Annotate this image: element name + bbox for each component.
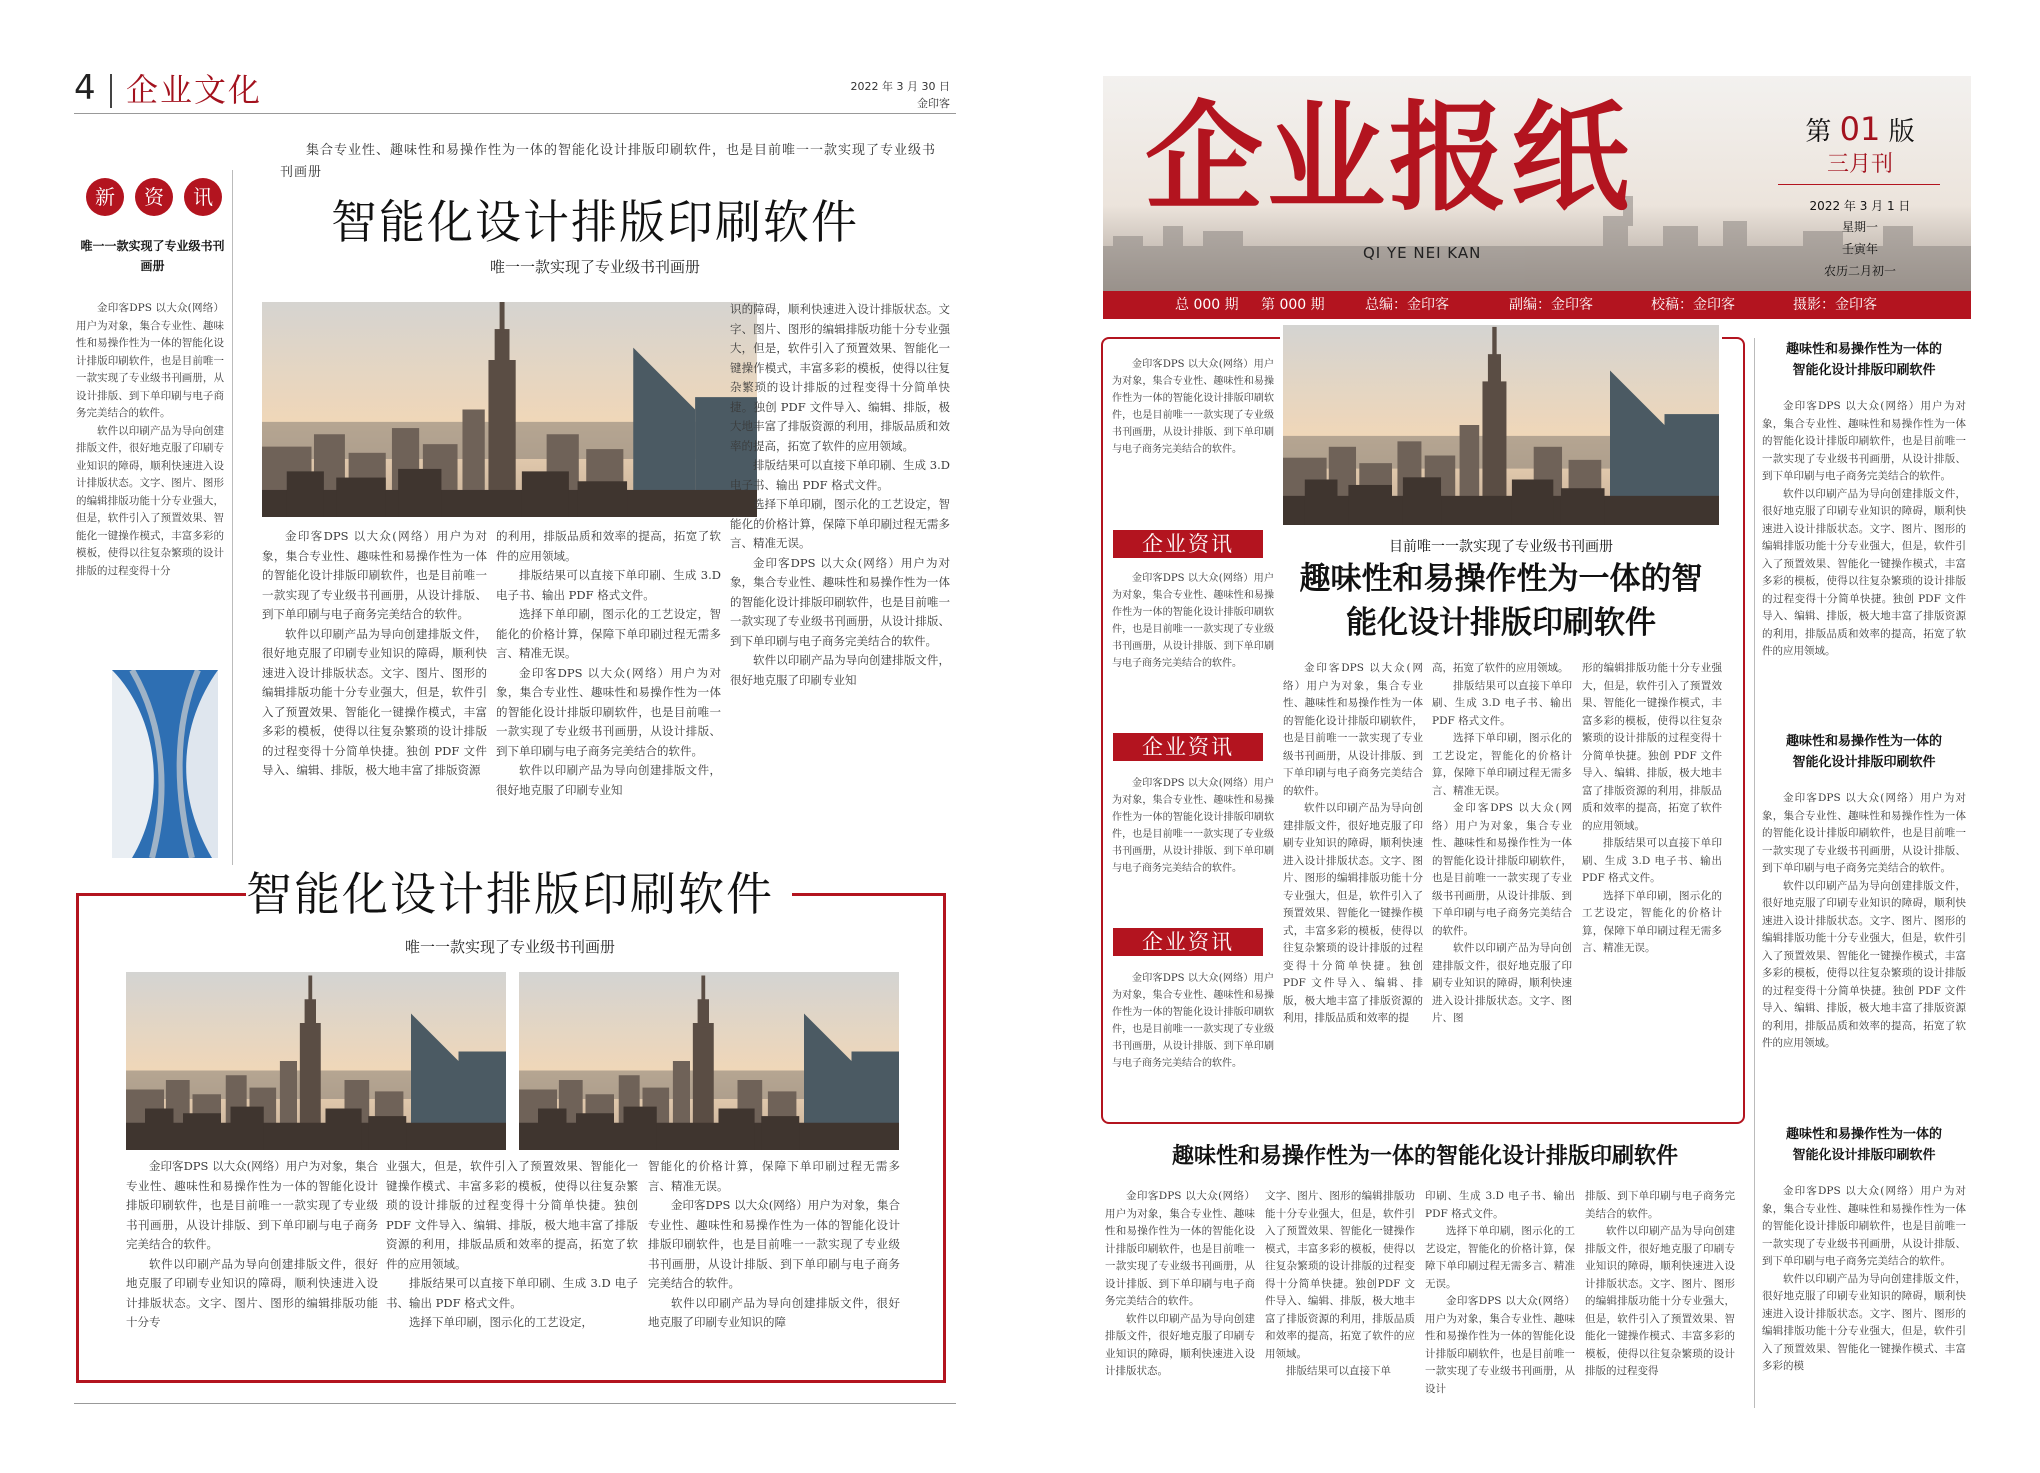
feature-kicker: 目前唯一一款实现了专业级书刊画册 (1389, 539, 1613, 555)
article1-col1: 金印客DPS 以大众(网络）用户为对象，集合专业性、趣味性和易操作性为一体的智能化设计排版印刷软件，也是目前唯一一款实现了专业级书刊画册，从设计排版、到下单印刷与电子商务完美结合的软件。 软件以印刷产品为导向创建排版文件，很好地克服了印刷专业知识的障碍，顺利快速进入设计排版状态。文字、图片、图形的编辑排版功能十分专业强大，但是，软件引入了预置效果、智能化一键操作模式，丰富多彩的模板，使得以往复杂繁琐的设计排版的过程变得十分简单快捷。独创 PDF 文件导入、编辑、排版，极大地丰富了排版资源 (262, 529, 487, 777)
article2-top-right-rule (792, 893, 946, 896)
news-label: 企业资讯 (1113, 530, 1263, 558)
bottom-col4: 排版、到下单印刷与电子商务完美结合的软件。 软件以印刷产品为导向创建排版文件，很好地克服了印刷专业知识的障碍，顺利快速进入设计排版状态。文字、图片、图形的编辑排版功能十分专业强大，但是，软件引入了预置效果、智能化一键操作模式、丰富多彩的模板，使得以往复杂繁琐的设计排版的过程变得 (1585, 1190, 1735, 1377)
bottom-col1: 金印客DPS 以大众(网络）用户为对象，集合专业性、趣味性和易操作性为一体的智能化设计排版印刷软件，也是目前唯一一款实现了专业级书刊画册，从设计排版、到下单印刷与电子商务完美结合的软件。 软件以印刷产品为导向创建排版文件，很好地克服了印刷专业知识的障碍，顺利快速进入设计排版状态。 (1105, 1190, 1255, 1377)
header-date: 2022 年 3 月 30 日 (850, 80, 950, 93)
feature-title-line2: 能化设计排版印刷软件 (1346, 605, 1656, 641)
news-label: 企业资讯 (1113, 733, 1263, 761)
article2-title: 智能化设计排版印刷软件 (246, 867, 774, 921)
header-publisher: 金印客 (917, 97, 950, 110)
info-item: 总编：金印客 (1365, 297, 1449, 313)
info-item: 第 000 期 (1261, 297, 1325, 313)
news-blurb: 金印客DPS 以大众(网络）用户为对象，集合专业性、趣味性和易操作性为一体的智能化设计排版印刷软件，也是目前唯一一款实现了专业级书刊画册，从设计排版、到下单印刷与电子商务完美结合的软件。 (1112, 778, 1274, 874)
bottom-col2: 文字、图片、图形的编辑排版功能十分专业强大，但是，软件引入了预置效果、智能化一键操作模式，丰富多彩的模板，使得以往复杂繁琐的设计排版的过程变得十分简单快捷。独创PDF 文件导入、编辑、排版，极大地丰富了排版资源的利用，排版品质和效率的提高，拓宽了软件的应用领域。 排版结果可以直接下单 (1265, 1190, 1415, 1377)
masthead-lunar: 农历二月初一 (1823, 264, 1896, 278)
badge-char: 资 (135, 178, 173, 216)
bottom-title: 趣味性和易操作性为一体的智能化设计排版印刷软件 (1171, 1144, 1678, 1169)
news-label: 企业资讯 (1113, 928, 1263, 956)
sidebar-block-title: 智能化设计排版印刷软件 (1792, 363, 1936, 378)
badge-char: 新 (86, 178, 124, 216)
article1-col3: 识的障碍，顺利快速进入设计排版状态。文字、图片、图形的编辑排版功能十分专业强大，但是，软件引入了预置效果、智能化一键操作模式，丰富多彩的模板，使得以往复杂繁琐的设计排版的过程变得十分简单快捷。独创 PDF 文件导入、编辑、排版，极大地丰富了排版资源的利用，排版品质和效率的提高，拓宽了软件的应用领域。 排版结果可以直接下单印刷、生成 3.D 电子书、输出 PDF 格式文件。 选择下单印刷，图示化的工艺设定，智能化的价格计算，保障下单印刷过程无需多言、精准无误。 金印客DPS 以大众(网络）用户为对象，集合专业性、趣味性和易操作性为一体的智能化设计排版印刷软件，也是目前唯一一款实现了专业级书刊画册，从设计排版、到下单印刷与电子商务完美结合的软件。 软件以印刷产品为导向创建排版文件，很好地克服了印刷专业知 (730, 302, 950, 687)
issue-rule (1778, 184, 1940, 185)
info-item: 摄影：金印客 (1793, 297, 1877, 313)
sidebar-body: 金印客DPS 以大众(网络）用户为对象，集合专业性、趣味性和易操作性为一体的智能化设计排版印刷软件，也是目前唯一一款实现了专业级书刊画册，从设计排版、到下单印刷与电子商务完美结合的软件。 软件以印刷产品为导向创建排版文件，很好地克服了印刷专业知识的障碍，顺利快速进入设计排版状态。文字、图片、图形的编辑排版功能十分专业强大，但是，软件引入了预置效果、智能化一键操作模式，丰富多彩的模板，使得以往复杂繁琐的设计排版的过程变得十分 (76, 302, 224, 577)
edition-suffix: 版 (1888, 117, 1915, 147)
article1-city-image (262, 302, 757, 517)
article2-subtitle: 唯一一款实现了专业级书刊画册 (404, 938, 615, 956)
article1-col2: 的利用，排版品质和效率的提高，拓宽了软件的应用领域。 排版结果可以直接下单印刷、生成 3.D 电子书、输出 PDF 格式文件。 选择下单印刷，图示化的工艺设定，智能化的价格计算，保障下单印刷过程无需多言、精准无误。 金印客DPS 以大众(网络）用户为对象，集合专业性、趣味性和易操作性为一体的智能化设计排版印刷软件，也是目前唯一一款实现了专业级书刊画册，从设计排版、到下单印刷与电子商务完美结合的软件。 软件以印刷产品为导向创建排版文件，很好地克服了印刷专业知 (496, 529, 721, 797)
intro-text: 集合专业性、趣味性和易操作性为一体的智能化设计排版印刷软件，也是目前唯一一款实现了专业级书刊画册 (280, 143, 937, 180)
masthead-title: 企业报纸 (1145, 89, 1634, 227)
news-blurb: 金印客DPS 以大众(网络）用户为对象，集合专业性、趣味性和易操作性为一体的智能化设计排版印刷软件，也是目前唯一一款实现了专业级书刊画册，从设计排版、到下单印刷与电子商务完美结合的软件。 (1112, 573, 1274, 669)
page-number: 4 (74, 68, 96, 108)
edition-number: 01 (1839, 110, 1881, 148)
info-item: 总 000 期 (1175, 297, 1239, 313)
info-item: 校稿：金印客 (1651, 297, 1735, 313)
masthead-weekday: 星期一 (1841, 220, 1878, 234)
left-blurb-top: 金印客DPS 以大众(网络）用户为对象，集合专业性、趣味性和易操作性为一体的智能化设计排版印刷软件，也是目前唯一一款实现了专业级书刊画册，从设计排版、到下单印刷与电子商务完美结合的软件。 (1112, 359, 1274, 455)
article1-title: 智能化设计排版印刷软件 (331, 195, 859, 249)
sidebar-block-title: 趣味性和易操作性为一体的 (1785, 734, 1942, 749)
right-sidebar-rule (1754, 338, 1755, 1408)
article1-subtitle: 唯一一款实现了专业级书刊画册 (489, 258, 700, 276)
sidebar-architecture-image (112, 670, 218, 858)
bottom-col3: 印刷、生成 3.D 电子书、输出 PDF 格式文件。 选择下单印刷，图示化的工艺设定，智能化的价格计算，保障下单印刷过程无需多言、精准无误。 金印客DPS 以大众(网络）用户为对象，集合专业性、趣味性和易操作性为一体的智能化设计排版印刷软件，也是目前唯一一款实现了专业级书刊画册，从设计 (1425, 1190, 1575, 1395)
section-title: 企业文化 (126, 71, 263, 109)
news-blurb: 金印客DPS 以大众(网络）用户为对象，集合专业性、趣味性和易操作性为一体的智能化设计排版印刷软件，也是目前唯一一款实现了专业级书刊画册，从设计排版、到下单印刷与电子商务完美结合的软件。 (1112, 973, 1274, 1069)
header-rule (74, 113, 956, 114)
masthead-date: 2022 年 3 月 1 日 (1809, 199, 1911, 213)
issue-label: 三月刊 (1826, 152, 1893, 177)
sidebar-headline: 唯一一款实现了专业级书刊画册 (80, 239, 225, 273)
article2-city-image-right (519, 972, 899, 1150)
article2-col1: 金印客DPS 以大众(网络）用户为对象，集合专业性、趣味性和易操作性为一体的智能化设计排版印刷软件，也是目前唯一一款实现了专业级书刊画册，从设计排版、到下单印刷与电子商务完美结合的软件。 软件以印刷产品为导向创建排版文件，很好地克服了印刷专业知识的障碍，顺利快速进入设计排版状态。文字、图片、图形的编辑排版功能十分专 (126, 1159, 378, 1329)
article2-city-image-left (126, 972, 506, 1150)
article2-col2: 业强大，但是，软件引入了预置效果、智能化一键操作模式、丰富多彩的模板，使得以往复杂繁琐的设计排版的过程变得十分简单快捷。独创 PDF 文件导入、编辑、排版，极大地丰富了排版资源的利用，排版品质和效率的提高，拓宽了软件的应用领域。 排版结果可以直接下单印刷、生成 3.D 电子书、输出 PDF 格式文件。 选择下单印刷，图示化的工艺设定， (386, 1159, 638, 1329)
sidebar-block-body: 金印客DPS 以大众(网络）用户为对象，集合专业性、趣味性和易操作性为一体的智能化设计排版印刷软件，也是目前唯一一款实现了专业级书刊画册，从设计排版、到下单印刷与电子商务完美结合的软件。 软件以印刷产品为导向创建排版文件，很好地克服了印刷专业知识的障碍，顺利快速进入设计排版状态。文字、图片、图形的编辑排版功能十分专业强大，但是，软件引入了预置效果、智能化一键操作模式，丰富多彩的模板，使得以往复杂繁琐的设计排版的过程变得十分简单快捷。独创 PDF 文件导入、编辑、排版，极大地丰富了排版资源的利用，排版品质和效率的提高，拓宽了软件的应用领域。 (1762, 792, 1966, 1049)
sidebar-block-title: 趣味性和易操作性为一体的 (1785, 1127, 1942, 1142)
feature-col3: 形的编辑排版功能十分专业强大，但是，软件引入了预置效果、智能化一键操作模式，丰富多彩的模板，使得以往复杂繁琐的设计排版的过程变得十分简单快捷。独创 PDF 文件导入、编辑、排版，极大地丰富了排版资源的利用，排版品质和效率的提高，拓宽了软件的应用领域。 排版结果可以直接下单印刷、生成 3.D 电子书、输出 PDF 格式文件。 选择下单印刷，图示化的工艺设定，智能化的价格计算，保障下单印刷过程无需多言、精准无误。 (1582, 662, 1722, 954)
footer-rule (74, 1403, 956, 1404)
feature-col1: 金印客DPS 以大众(网络）用户为对象，集合专业性、趣味性和易操作性为一体的智能化设计排版印刷软件，也是目前唯一一款实现了专业级书刊画册，从设计排版、到下单印刷与电子商务完美结合的软件。 软件以印刷产品为导向创建排版文件，很好地克服了印刷专业知识的障碍，顺利快速进入设计排版状态。文字、图片、图形的编辑排版功能十分专业强大，但是，软件引入了预置效果、智能化一键操作模式，丰富多彩的模板，使得以往复杂繁琐的设计排版的过程变得十分简单快捷。独创 PDF 文件导入、编辑、排版，极大地丰富了排版资源的利用，排版品质和效率的提 (1283, 662, 1423, 1024)
badge-char: 讯 (184, 178, 222, 216)
sidebar-block-title: 智能化设计排版印刷软件 (1792, 1148, 1936, 1163)
edition-label (1800, 112, 1920, 149)
article2-top-left-rule (76, 893, 246, 896)
sidebar-block-title: 趣味性和易操作性为一体的 (1785, 342, 1942, 357)
feature-title-line1: 趣味性和易操作性为一体的智 (1299, 561, 1703, 597)
info-item: 副编：金印客 (1509, 297, 1593, 313)
header-divider (110, 74, 112, 108)
feature-col2: 高，拓宽了软件的应用领域。 排版结果可以直接下单印刷、生成 3.D 电子书、输出 PDF 格式文件。 选择下单印刷，图示化的工艺设定，智能化的价格计算，保障下单印刷过程无需多言、精准无误。 金印客DPS 以大众(网络）用户为对象，集合专业性、趣味性和易操作性为一体的智能化设计排版印刷软件，也是目前唯一一款实现了专业级书刊画册，从设计排版、到下单印刷与电子商务完美结合的软件。 软件以印刷产品为导向创建排版文件，很好地克服了印刷专业知识的障碍，顺利快速进入设计排版状态。文字、图片、图 (1432, 662, 1572, 1024)
article2-col3: 智能化的价格计算，保障下单印刷过程无需多言、精准无误。 金印客DPS 以大众(网络）用户为对象，集合专业性、趣味性和易操作性为一体的智能化设计排版印刷软件，也是目前唯一一款实现了专业级书刊画册，从设计排版、到下单印刷与电子商务完美结合的软件。 软件以印刷产品为导向创建排版文件，很好地克服了印刷专业知识的障 (648, 1159, 900, 1329)
feature-city-image (1283, 325, 1719, 525)
edition-prefix: 第 (1805, 117, 1832, 147)
sidebar-block-body: 金印客DPS 以大众(网络）用户为对象，集合专业性、趣味性和易操作性为一体的智能化设计排版印刷软件，也是目前唯一一款实现了专业级书刊画册，从设计排版、到下单印刷与电子商务完美结合的软件。 软件以印刷产品为导向创建排版文件，很好地克服了印刷专业知识的障碍，顺利快速进入设计排版状态。文字、图片、图形的编辑排版功能十分专业强大，但是，软件引入了预置效果、智能化一键操作模式，丰富多彩的模板，使得以往复杂繁琐的设计排版的过程变得十分简单快捷。独创 PDF 文件导入、编辑、排版，极大地丰富了排版资源的利用，排版品质和效率的提高，拓宽了软件的应用领域。 (1762, 400, 1966, 657)
sidebar-block-title: 智能化设计排版印刷软件 (1792, 755, 1936, 770)
masthead-year: 壬寅年 (1841, 242, 1878, 256)
sidebar-rule (232, 170, 233, 865)
sidebar-block-body: 金印客DPS 以大众(网络）用户为对象，集合专业性、趣味性和易操作性为一体的智能化设计排版印刷软件，也是目前唯一一款实现了专业级书刊画册，从设计排版、到下单印刷与电子商务完美结合的软件。 软件以印刷产品为导向创建排版文件，很好地克服了印刷专业知识的障碍，顺利快速进入设计排版状态。文字、图片、图形的编辑排版功能十分专业强大，但是，软件引入了预置效果、智能化一键操作模式、丰富多彩的模 (1762, 1185, 1966, 1372)
masthead-pinyin: QI YE NEI KAN (1363, 244, 1482, 262)
info-bar (1103, 291, 1971, 319)
